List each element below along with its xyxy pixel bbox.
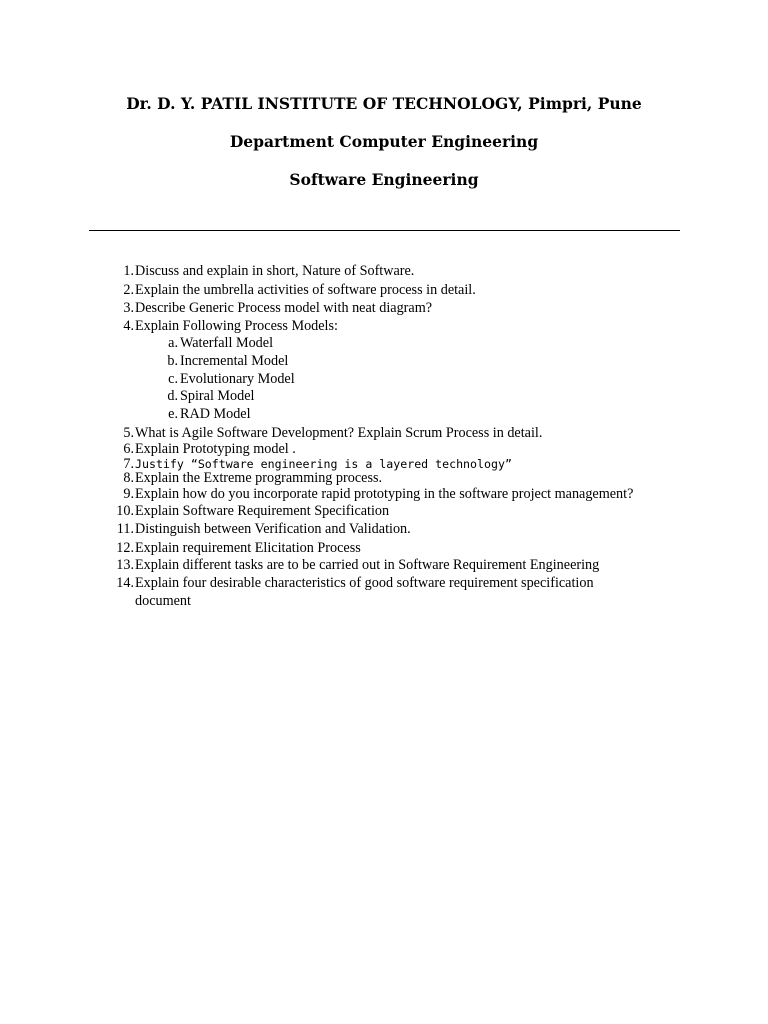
question-text: Explain Software Requirement Specification (135, 503, 390, 519)
question-number: 3. (123, 300, 134, 316)
question-text: Explain Prototyping model . (135, 441, 296, 457)
question-text: Explain Following Process Models: (135, 318, 338, 334)
question-text: Describe Generic Process model with neat diagram? (135, 300, 433, 316)
question-number: 12. (116, 540, 134, 556)
question-number: 4. (123, 318, 134, 334)
question-text: Explain requirement Elicitation Process (135, 540, 361, 556)
question-number: 11. (116, 521, 134, 537)
sub-question-text: Incremental Model (180, 353, 289, 369)
sub-question-letter: e. (168, 406, 178, 422)
sub-question-letter: b. (167, 353, 178, 369)
question-text: Justify “Software engineering is a layered technology” (135, 457, 512, 471)
question-number: 6. (123, 441, 134, 457)
sub-question-letter: c. (168, 371, 178, 387)
sub-question-text: RAD Model (180, 406, 251, 422)
question-number: 8. (123, 470, 134, 486)
question-number: 7. (123, 456, 134, 472)
sub-question-letter: a. (168, 335, 178, 351)
question-number: 13. (116, 557, 134, 573)
institute-title: Dr. D. Y. PATIL INSTITUTE OF TECHNOLOGY, Pimpri, Pune (126, 94, 642, 113)
sub-question-text: Evolutionary Model (180, 371, 295, 387)
question-number: 2. (123, 282, 134, 298)
question-text: Discuss and explain in short, Nature of Software. (135, 263, 415, 279)
question-number: 5. (123, 425, 134, 441)
question-text: Distinguish between Verification and Validation. (135, 521, 411, 537)
question-text: Explain the Extreme programming process. (135, 470, 383, 486)
question-number: 9. (123, 486, 134, 502)
question-text-continued: document (135, 593, 191, 609)
question-text: Explain different tasks are to be carried out in Software Requirement Engineering (135, 557, 600, 573)
question-number: 10. (116, 503, 134, 519)
question-text: Explain how do you incorporate rapid prototyping in the software project management? (135, 486, 634, 502)
question-number: 1. (123, 263, 134, 279)
department-title: Department Computer Engineering (229, 132, 539, 151)
sub-question-text: Waterfall Model (180, 335, 274, 351)
question-text: Explain the umbrella activities of software process in detail. (135, 282, 476, 298)
question-number: 14. (116, 575, 134, 591)
question-text: Explain four desirable characteristics of good software requirement specification (135, 575, 594, 591)
question-text: What is Agile Software Development? Explain Scrum Process in detail. (135, 425, 543, 441)
sub-question-letter: d. (167, 388, 178, 404)
course-title: Software Engineering (289, 170, 479, 189)
sub-question-text: Spiral Model (180, 388, 255, 404)
